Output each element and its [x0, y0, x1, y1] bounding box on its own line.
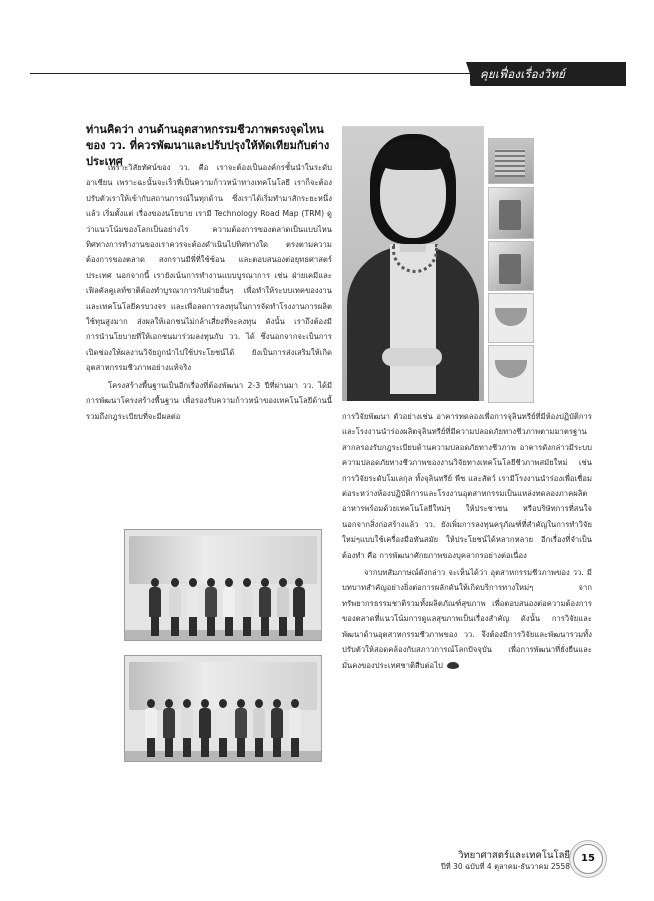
portrait-hands: [382, 348, 442, 366]
person: [181, 699, 193, 757]
answer-paragraph-2: โครงสร้างพื้นฐานเป็นอีกเรื่องที่ต้องพัฒนา 2-3 ปีที่ผ่านมา วว. ได้มีการพัฒนาโครงสร้างพื้นฐาน เพื่อรองรับความก้าวหน้าของเทคโนโลยีด้านนี้ รวมถึงกฎระเบียบที่จะมีผลต่อ: [86, 380, 332, 421]
institute-building-photo: [488, 138, 534, 184]
person: [217, 699, 229, 757]
stage-backdrop: [129, 536, 317, 584]
answer-paragraph-3: การวิจัยพัฒนา ตัวอย่างเช่น อาคารทดลองเพื่อการจุลินทรีย์ที่มีห้องปฏิบัติการและโรงงานนำร่องผลิตจุลินทรีย์ที่มีความปลอดภัยทางชีวภาพตามมาตรฐานสากลรองรับกฎระเบียบด้านความปลอดภัยทางชีวภาพ อาคารดังกล่าวมีระบบความปลอดภัยทางชีวภาพของงานวิจัยทางเทคโนโลยีชีวภาพสมัยใหม่ เช่น การวิจัยระดับโมเลกุล ทั้งจุลินทรีย์ พืช และสัตว์ เรามีโรงงานนำร่องเพื่อเชื่อมต่อระหว่างห้องปฏิบัติการและโรงงานอุตสาหกรรมเป็นแหล่งทดลองภาคผลิตอาหารพร้อมด้วยเทคโนโลยีใหม่ๆ ให้ประชาชน หรือบริษัทการที่สนใจนอกจากสิ่งก่อสร้างแล้ว วว. ยังเพิ่มการลงทุนครุภัณฑ์ที่สำคัญในการทำวิจัยใหม่ๆแบบใช้เครื่องมือทันสมัย ให้ประโยชน์ได้หลากหลาย อีกเรื่องที่จำเป็นต้องทำ คือ การพัฒนาศักยภาพของบุคลากรอย่างต่อเนื่อง: [342, 412, 592, 560]
group-photo-2: [124, 655, 322, 762]
conclusion-text: จากบทสัมภาษณ์ดังกล่าว จะเห็นได้ว่า อุตสาหกรรมชีวภาพของ วว. มีบทบาทสำคัญอย่างยิ่งต่อการผลักดันให้เกิดบริการทางใหม่ๆ จากทรัพยากรธรรมชาติรวมทั้งผลิตภัณฑ์สุขภาพ เพื่อตอบสนองต่อความต้องการของตลาดที่แนวโน้มการดูแลสุขภาพเป็นเรื่องสำคัญ ดังนั้น การวิจัยและพัฒนาด้านอุตสาหกรรมชีวภาพของ วว. จึงต้องมีการวิจัยและพัฒนารวมทั้งปรับตัวให้สอดคล้องกับสภาวการณ์โลกปัจจุบัน เพื่อการพัฒนาที่ยั่งยืนและมั่นคงของประเทศชาติสืบต่อไป: [342, 568, 592, 670]
end-of-article-icon: [447, 662, 459, 669]
portrait-photo: [342, 126, 484, 401]
person: [205, 578, 217, 636]
person: [235, 699, 247, 757]
product-photo-2: [488, 241, 534, 291]
person: [259, 578, 271, 636]
person: [277, 578, 289, 636]
header-rule: [30, 73, 474, 74]
person: [149, 578, 161, 636]
portrait-fringe: [378, 140, 450, 170]
person: [241, 578, 253, 636]
product-photo-3: [488, 293, 534, 343]
magazine-name: วิทยาศาสตร์และเทคโนโลยี: [458, 850, 570, 861]
person: [253, 699, 265, 757]
answer-paragraph-1: เพราะวิสัยทัศน์ของ วว. คือ เราจะต้องเป็นองค์กรชั้นนำในระดับอาเซียน เพราะฉะนั้นจะเร็วที่เป็นความก้าวหน้าทางเทคโนโลยี เราก็จะต้องปรับตัวเราให้เข้ากับสถานการณ์ในทุกด้าน ซึ่งเราได้เริ่มทำมาสักระยะหนึ่งแล้ว เริ่มตั้งแต่ เรื่องของนโยบาย เรามี Technology Road Map (TRM) ดูว่าแนวโน้มของโลกเป็นอย่างไร ความต้องการของตลาดเป็นแบบไหน ทิศทางการทำงานของเราควรจะต้องดำเนินไปทิศทางใด ตรงตามความต้องการของตลาด สงกรานมีพี่ที่ใช้ซ้อน และตอบสนองต่อยุทธศาสตร์ประเทศ นอกจากนี้ เรายังเน้นการทำงานแบบบูรณาการ เช่น ฝ่ายเคมีและเฟิลคัลคูเลท์ชาติต้องทำบูรณาการกับฝ่ายอื่นๆ เพื่อทำให้ระบบเทคของงานและเทคโนโลยีครบวงจร และเพื่อลดการลงทุนในการจัดทำโรงงานการผลิตใช้ทุนสูงมาก ส่งผลให้เอกชนไม่กล้าเสี่ยงที่จะลงทุน ดังนั้น เราถึงต้องมีการนำนโยบายที่ให้เอกชนมาร่วมลงทุนกับ วว. ได้ ซึ่งนอกจากจะเป็นการเปิดช่องให้ผลงานวิจัยถูกนำไปใช้ประโยชน์ได้ ยังเป็นการส่งเสริมให้เกิดอุตสาหกรรมชีวภาพอย่างแท้จริง: [86, 163, 332, 373]
left-text-column: [86, 160, 332, 426]
person: [289, 699, 301, 757]
issue-info: ปีที่ 30 ฉบับที่ 4 ตุลาคม-ธันวาคม 2558: [440, 862, 570, 871]
person: [145, 699, 157, 757]
person: [293, 578, 305, 636]
person: [187, 578, 199, 636]
person: [223, 578, 235, 636]
product-photo-4: [488, 345, 534, 403]
conclusion-paragraph: [342, 565, 592, 673]
section-title: คุยเฟื่องเรื่องวิทย์: [480, 67, 566, 81]
person: [271, 699, 283, 757]
product-photo-1: [488, 187, 534, 239]
person: [163, 699, 175, 757]
person: [169, 578, 181, 636]
person: [199, 699, 211, 757]
section-tab: [470, 62, 626, 86]
right-text-column: [342, 409, 592, 675]
interview-question: ท่านคิดว่า งานด้านอุตสาหกรรมชีวภาพตรงจุดไหนของ วว. ที่ควรพัฒนาและปรับปรุงให้ทัดเทียมกับต่างประเทศ: [86, 123, 330, 168]
page-number: 15: [573, 844, 603, 874]
group-photo-1: [124, 529, 322, 641]
